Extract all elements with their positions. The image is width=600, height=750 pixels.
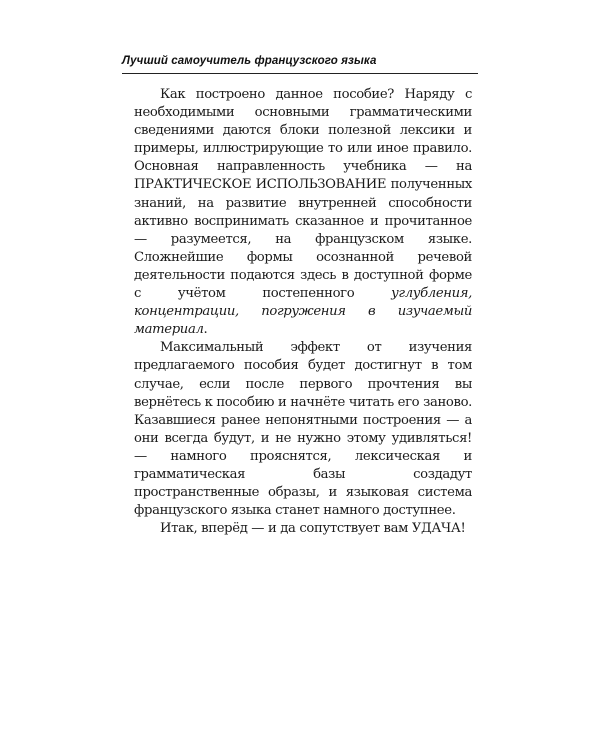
body-text [134,86,472,538]
paragraph-3: Итак, вперёд — и да сопутствует вам УДАЧА! [160,521,466,537]
paragraph-2: Максимальный эффект от изучения предлагаемого пособия будет достигнут в том случае, если после первого прочтения вы вернётесь к пособию и начнёте читать его заново. Казавшиеся ранее непонятными построения — а они всегда будут, и не нужно этому удивляться! — намного прояснятся, лексическая и грамматическая базы создадут пространственные образы, и языковая система французского языка станет намного доступнее. [134,340,472,519]
running-head: Лучший самоучитель французского языка [122,55,377,67]
paragraph-1-end: . [203,322,208,338]
paragraph-1-text: Как построено данное пособие? Наряду с необходимыми основными грамматическими сведениями даются блоки полезной лексики и примеры, иллюстрирующие то или иное правило. Основная направленность учебника — на ПРАКТИЧЕСКОЕ ИСПОЛЬЗОВАНИЕ полученных знаний, на развитие внутренней способности активно воспринимать сказанное и прочитанное — разумеется, на французском языке. Сложнейшие формы осознанной речевой деятельности подаются здесь в доступной форме с учётом постепенного [134,87,472,302]
paragraph-1 [134,86,472,339]
header-rule [122,73,478,74]
paragraph-1-italic-text: углубления, концентрации, погружения в изучаемый материал [134,286,472,338]
